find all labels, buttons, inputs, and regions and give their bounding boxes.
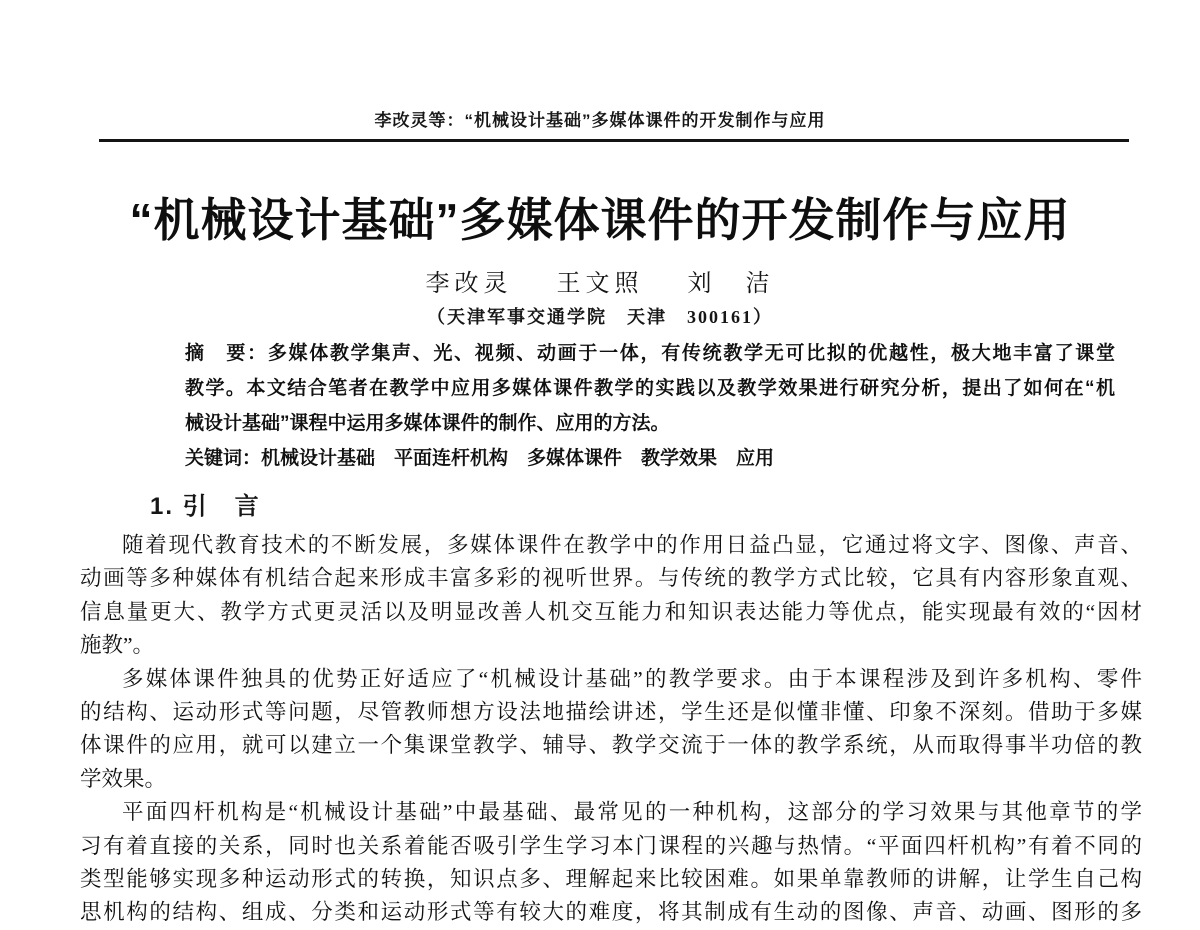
affiliation-line: （天津军事交通学院 天津 300161）	[427, 307, 773, 327]
abstract-line: 教学。本文结合笔者在教学中应用多媒体课件教学的实践以及教学效果进行研究分析，提出了如何在“机	[185, 378, 1115, 399]
author-name: 李改灵	[425, 271, 513, 297]
abstract-label: 摘 要：	[185, 343, 268, 364]
keywords-line	[185, 441, 1115, 476]
abstract-text: 多媒体教学集声、光、视频、动画于一体，有传统教学无可比拟的优越性，极大地丰富了课堂	[267, 343, 1115, 364]
abstract-block	[185, 336, 1115, 476]
body-text	[80, 529, 1142, 930]
paper-title: “机械设计基础”多媒体课件的开发制作与应用	[129, 194, 1071, 246]
author-name: 王文照	[556, 271, 644, 297]
paragraph-line: 学效果。	[80, 766, 167, 791]
paragraph-line: 施教”。	[80, 633, 155, 658]
abstract-line: 械设计基础”课程中运用多媒体课件的制作、应用的方法。	[185, 413, 670, 434]
paragraph-line: 随着现代教育技术的不断发展，多媒体课件在教学中的作用日益凸显，它通过将文字、图像、声音、	[122, 533, 1142, 557]
paragraph-line: 信息量更大、教学方式更灵活以及明显改善人机交互能力和知识表达能力等优点，能实现最有效的“因材	[80, 599, 1142, 624]
paragraph-line: 动画等多种媒体有机结合起来形成丰富多彩的视听世界。与传统的教学方式比较，它具有内容形象直观、	[80, 566, 1142, 591]
header-rule	[99, 139, 1129, 142]
paragraph-line: 体课件的应用，就可以建立一个集课堂教学、辅导、教学交流于一体的教学系统，从而取得事半功倍的教	[80, 733, 1142, 758]
keywords-label: 关键词：	[185, 448, 262, 469]
paragraph-line: 的结构、运动形式等问题，尽管教师想方设法地描绘讲述，学生还是似懂非懂、印象不深刻。借助于多媒	[80, 700, 1142, 725]
abstract-line	[185, 336, 1115, 371]
running-header: 李改灵等：“机械设计基础”多媒体课件的开发制作与应用	[374, 111, 826, 130]
paragraph-line-clipped: 思机构的结构、组成、分类和运动形式等有较大的难度，将其制成有生动的图像、声音、动画、图形的多	[80, 900, 1142, 925]
paragraph-line: 多媒体课件独具的优势正好适应了“机械设计基础”的教学要求。由于本课程涉及到许多机构、零件	[122, 666, 1142, 691]
paragraph-line: 类型能够实现多种运动形式的转换，知识点多、理解起来比较困难。如果单靠教师的讲解，让学生自己构	[80, 867, 1142, 892]
authors-line	[0, 263, 1200, 298]
section-heading-introduction: 1. 引 言	[150, 493, 261, 520]
paragraph-line: 习有着直接的关系，同时也关系着能否吸引学生学习本门课程的兴趣与热情。“平面四杆机构”有着不同的	[80, 833, 1142, 858]
keywords-text: 机械设计基础 平面连杆机构 多媒体课件 教学效果 应用	[261, 448, 775, 469]
author-name: 刘 洁	[687, 271, 775, 297]
paragraph-line: 平面四杆机构是“机械设计基础”中最基础、最常见的一种机构，这部分的学习效果与其他章节的学	[122, 800, 1142, 825]
